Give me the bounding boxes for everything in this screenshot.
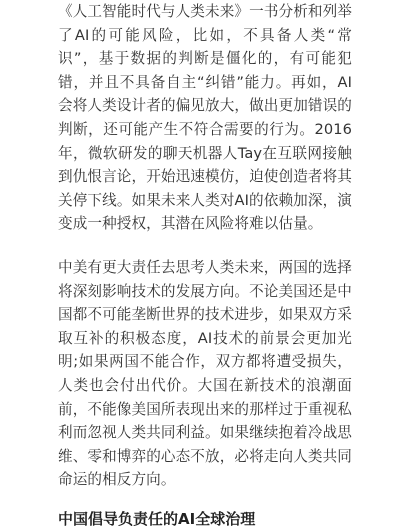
article-paragraph-1: 《人工智能时代与人类未来》一书分析和列举了AI的可能风险，比如，不具备人类“常识”，基于数据的判断是僵化的，有可能犯错，并且不具备自主“纠错”能力。再如，AI会将人类设计者的偏见放大，做出更加错误的判断，还可能产生不符合需要的行为。2016年，微软研发的聊天机器人Tay在互联网接触到仇恨言论，开始迅速模仿，迫使创造者将其关停下线。如果未来人类对AI的依赖加深，演变成一种授权，其潜在风险将难以估量。: [58, 3, 352, 233]
article-paragraph-2: 中美有更大责任去思考人类未来，两国的选择将深刻影响技术的发展方向。不论美国还是中国都不可能垄断世界的技术进步，如果双方采取互补的积极态度，AI技术的前景会更加光明;如果两国不能合作，双方都将遭受损失，人类也会付出代价。大国在新技术的浪潮面前，不能像美国所表现出来的那样过于重视私利而忽视人类共同利益。如果继续抱着冷战思维、零和博弈的心态不放，必将走向人类共同命运的相反方向。: [58, 258, 352, 489]
article-body: [58, 0, 352, 530]
section-heading: 中国倡导负责任的AI全球治理: [58, 509, 256, 528]
